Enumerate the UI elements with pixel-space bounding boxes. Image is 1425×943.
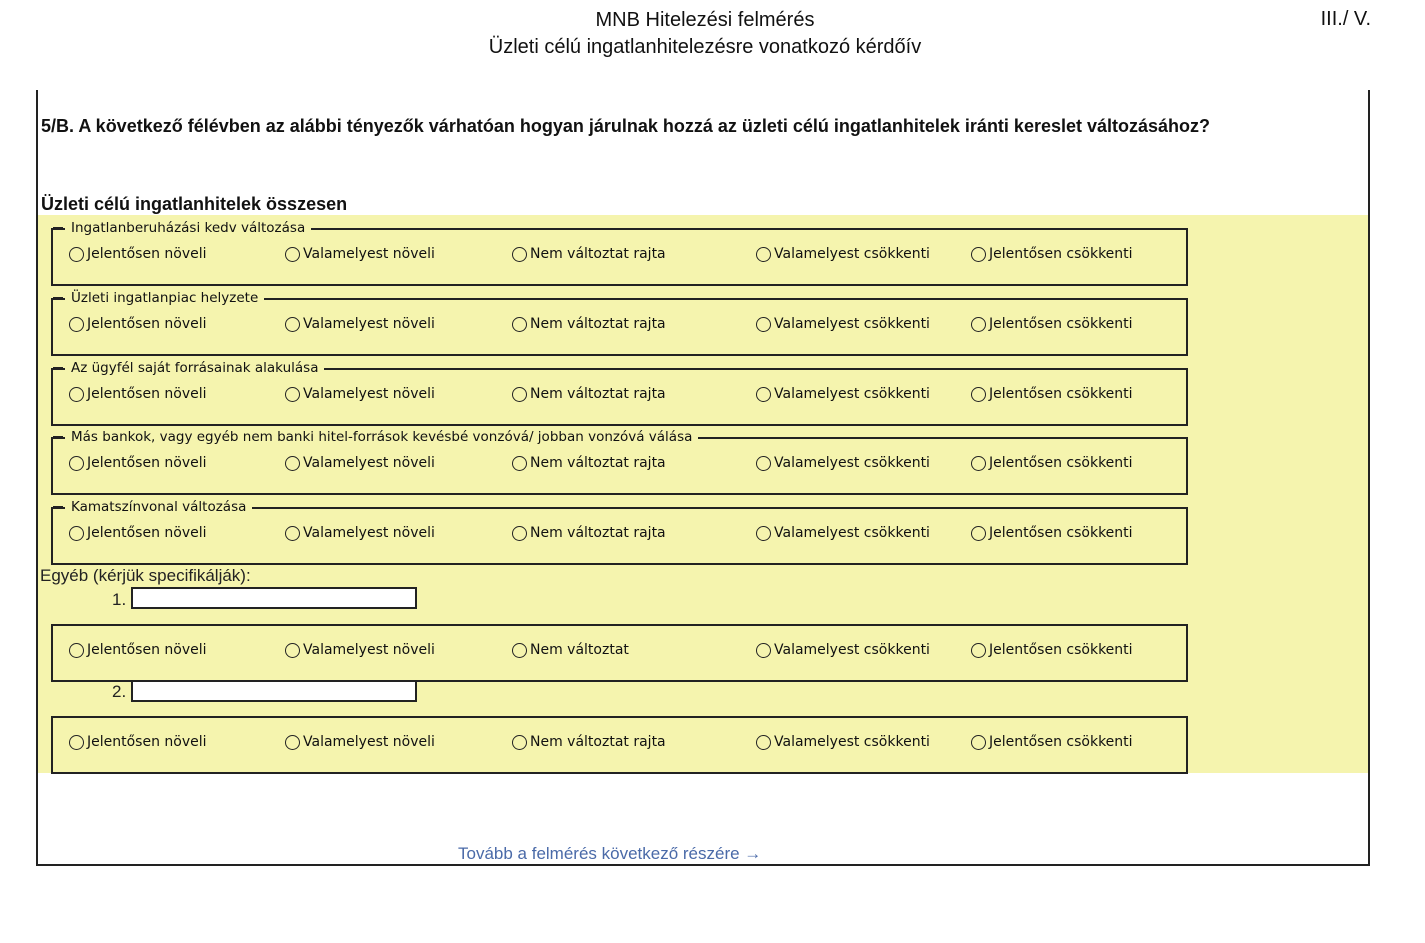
radio-option-no-change[interactable]: Nem változtat rajta bbox=[512, 734, 666, 750]
radio-option-no-change[interactable]: Nem változtat rajta bbox=[512, 455, 666, 471]
factor-group-own-funds bbox=[51, 360, 1188, 426]
radio-option-strongly-increase[interactable]: Jelentősen növeli bbox=[69, 525, 207, 541]
radio-option-strongly-decrease[interactable]: Jelentősen csökkenti bbox=[971, 642, 1133, 658]
radio-circle[interactable] bbox=[285, 456, 300, 471]
radio-circle[interactable] bbox=[756, 735, 771, 750]
radio-circle[interactable] bbox=[512, 526, 527, 541]
radio-option-somewhat-increase[interactable]: Valamelyest növeli bbox=[285, 386, 435, 402]
radio-option-strongly-increase[interactable]: Jelentősen növeli bbox=[69, 246, 207, 262]
radio-option-strongly-decrease[interactable]: Jelentősen csökkenti bbox=[971, 246, 1133, 262]
radio-circle[interactable] bbox=[285, 735, 300, 750]
other-number-1: 1. bbox=[112, 590, 127, 609]
section-code: III./ V. bbox=[1320, 8, 1371, 30]
radio-option-somewhat-decrease[interactable]: Valamelyest csökkenti bbox=[756, 734, 930, 750]
radio-circle[interactable] bbox=[512, 317, 527, 332]
radio-option-somewhat-decrease[interactable]: Valamelyest csökkenti bbox=[756, 246, 930, 262]
radio-circle[interactable] bbox=[512, 456, 527, 471]
radio-option-strongly-increase[interactable]: Jelentősen növeli bbox=[69, 734, 207, 750]
radio-circle[interactable] bbox=[285, 317, 300, 332]
radio-circle[interactable] bbox=[285, 387, 300, 402]
radio-circle[interactable] bbox=[756, 526, 771, 541]
radio-option-no-change[interactable]: Nem változtat rajta bbox=[512, 386, 666, 402]
radio-circle[interactable] bbox=[756, 387, 771, 402]
factor-group-market bbox=[51, 290, 1188, 356]
factor-legend: Más bankok, vagy egyéb nem banki hitel-források kevésbé vonzóvá/ jobban vonzóvá válása bbox=[65, 428, 698, 446]
radio-option-strongly-increase[interactable]: Jelentősen növeli bbox=[69, 642, 207, 658]
radio-circle[interactable] bbox=[756, 456, 771, 471]
radio-option-somewhat-decrease[interactable]: Valamelyest csökkenti bbox=[756, 386, 930, 402]
survey-subtitle: Üzleti célú ingatlanhitelezésre vonatkozó kérdőív bbox=[488, 36, 922, 58]
radio-circle[interactable] bbox=[69, 456, 84, 471]
radio-option-somewhat-increase[interactable]: Valamelyest növeli bbox=[285, 455, 435, 471]
radio-circle[interactable] bbox=[285, 643, 300, 658]
radio-circle[interactable] bbox=[285, 526, 300, 541]
radio-circle[interactable] bbox=[285, 247, 300, 262]
radio-option-somewhat-decrease[interactable]: Valamelyest csökkenti bbox=[756, 525, 930, 541]
radio-option-strongly-decrease[interactable]: Jelentősen csökkenti bbox=[971, 734, 1133, 750]
radio-option-somewhat-increase[interactable]: Valamelyest növeli bbox=[285, 525, 435, 541]
radio-option-no-change[interactable]: Nem változtat rajta bbox=[512, 316, 666, 332]
radio-circle[interactable] bbox=[756, 247, 771, 262]
factor-legend: Üzleti ingatlanpiac helyzete bbox=[65, 289, 264, 307]
radio-option-somewhat-increase[interactable]: Valamelyest növeli bbox=[285, 734, 435, 750]
radio-option-strongly-decrease[interactable]: Jelentősen csökkenti bbox=[971, 525, 1133, 541]
factor-group-interest-rate bbox=[51, 499, 1188, 565]
radio-option-no-change[interactable]: Nem változtat bbox=[512, 642, 629, 658]
other-label: Egyéb (kérjük specifikálják): bbox=[40, 566, 251, 585]
section-title: Üzleti célú ingatlanhitelek összesen bbox=[41, 194, 348, 214]
factor-legend: Kamatszínvonal változása bbox=[65, 498, 252, 516]
radio-option-strongly-decrease[interactable]: Jelentősen csökkenti bbox=[971, 455, 1133, 471]
question-text: 5/B. A következő félévben az alábbi tényezők várhatóan hogyan járulnak hozzá az üzleti célú ingatlanhitelek iránti kereslet változásához? bbox=[41, 116, 1211, 136]
radio-option-no-change[interactable]: Nem változtat rajta bbox=[512, 246, 666, 262]
radio-circle[interactable] bbox=[756, 317, 771, 332]
radio-option-no-change[interactable]: Nem változtat rajta bbox=[512, 525, 666, 541]
factor-legend: Az ügyfél saját forrásainak alakulása bbox=[65, 359, 324, 377]
radio-option-strongly-decrease[interactable]: Jelentősen csökkenti bbox=[971, 386, 1133, 402]
radio-circle[interactable] bbox=[512, 247, 527, 262]
radio-circle[interactable] bbox=[69, 643, 84, 658]
radio-circle[interactable] bbox=[512, 387, 527, 402]
radio-circle[interactable] bbox=[756, 643, 771, 658]
radio-circle[interactable] bbox=[971, 526, 986, 541]
radio-option-somewhat-decrease[interactable]: Valamelyest csökkenti bbox=[756, 642, 930, 658]
factor-group-investment bbox=[51, 220, 1188, 286]
radio-option-somewhat-decrease[interactable]: Valamelyest csökkenti bbox=[756, 316, 930, 332]
factor-legend: Ingatlanberuházási kedv változása bbox=[65, 219, 311, 237]
radio-circle[interactable] bbox=[69, 247, 84, 262]
radio-circle[interactable] bbox=[971, 456, 986, 471]
other-factor-2-group bbox=[51, 716, 1188, 774]
radio-circle[interactable] bbox=[971, 317, 986, 332]
radio-circle[interactable] bbox=[971, 247, 986, 262]
radio-circle[interactable] bbox=[512, 643, 527, 658]
survey-title: MNB Hitelezési felmérés bbox=[595, 9, 815, 31]
radio-option-somewhat-increase[interactable]: Valamelyest növeli bbox=[285, 316, 435, 332]
radio-circle[interactable] bbox=[69, 526, 84, 541]
radio-circle[interactable] bbox=[69, 317, 84, 332]
radio-circle[interactable] bbox=[971, 735, 986, 750]
radio-circle[interactable] bbox=[512, 735, 527, 750]
other-factor-2-input[interactable] bbox=[131, 680, 417, 702]
radio-option-strongly-decrease[interactable]: Jelentősen csökkenti bbox=[971, 316, 1133, 332]
radio-option-somewhat-increase[interactable]: Valamelyest növeli bbox=[285, 246, 435, 262]
radio-option-strongly-increase[interactable]: Jelentősen növeli bbox=[69, 455, 207, 471]
radio-option-strongly-increase[interactable]: Jelentősen növeli bbox=[69, 386, 207, 402]
factor-group-other-lenders bbox=[51, 429, 1188, 495]
next-section-link[interactable]: Tovább a felmérés következő részére → bbox=[458, 844, 762, 863]
radio-option-somewhat-increase[interactable]: Valamelyest növeli bbox=[285, 642, 435, 658]
other-factor-1-group bbox=[51, 624, 1188, 682]
radio-circle[interactable] bbox=[69, 387, 84, 402]
radio-circle[interactable] bbox=[971, 643, 986, 658]
other-number-2: 2. bbox=[112, 682, 127, 701]
radio-circle[interactable] bbox=[69, 735, 84, 750]
radio-option-strongly-increase[interactable]: Jelentősen növeli bbox=[69, 316, 207, 332]
other-factor-1-input[interactable] bbox=[131, 587, 417, 609]
radio-circle[interactable] bbox=[971, 387, 986, 402]
radio-option-somewhat-decrease[interactable]: Valamelyest csökkenti bbox=[756, 455, 930, 471]
